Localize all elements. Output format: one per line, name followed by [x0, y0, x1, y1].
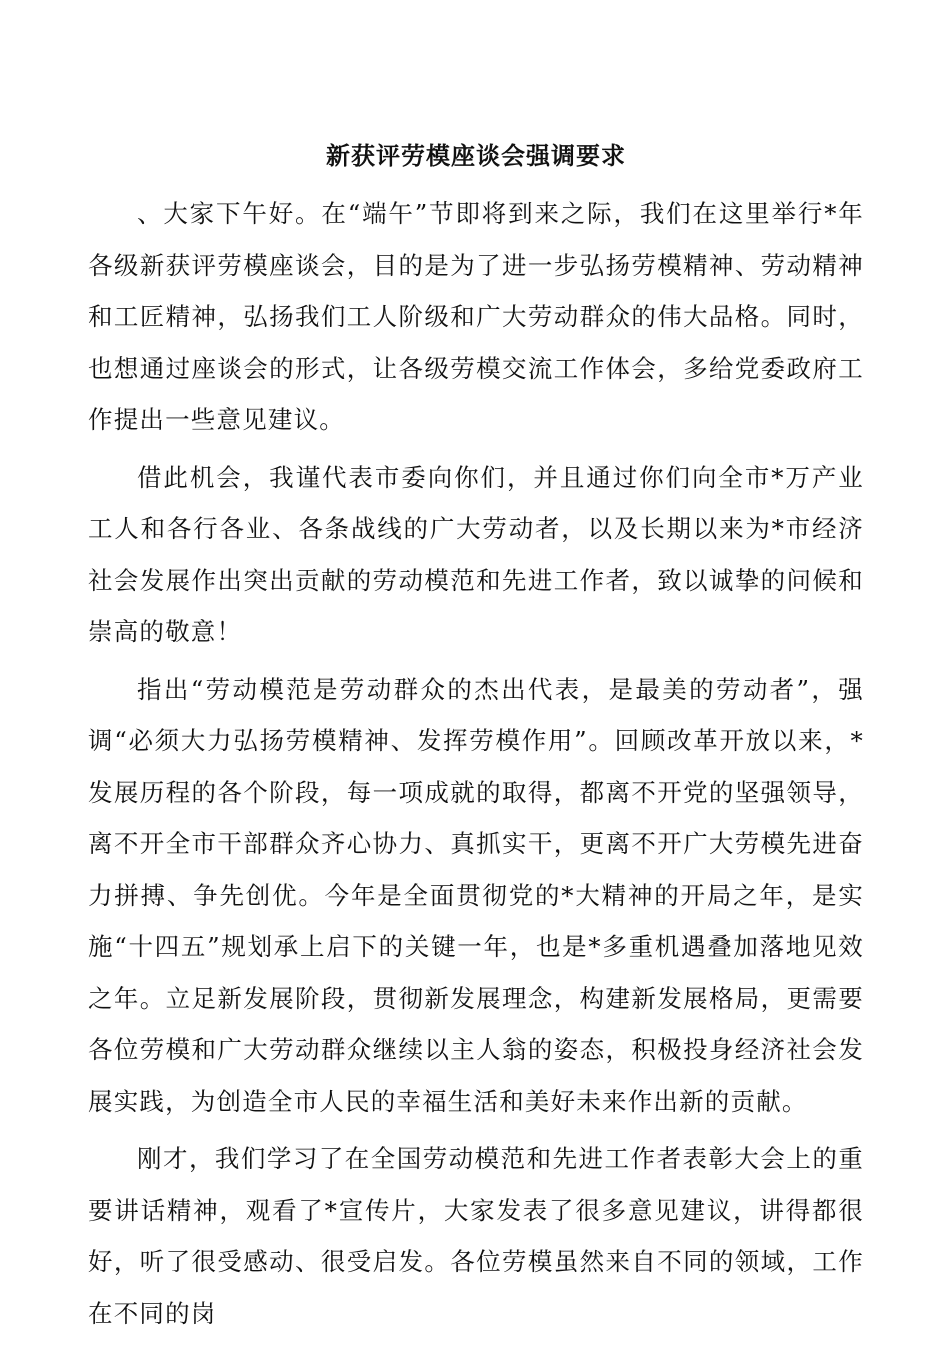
paragraph-2: 借此机会，我谨代表市委向你们，并且通过你们向全市*万产业工人和各行各业、各条战线的广大劳动者，以及长期以来为*市经济社会发展作出突出贡献的劳动模范和先进工作者，致以诚挚的问候和崇高的敬意！ — [88, 462, 864, 646]
paragraph-1: 、大家下午好。在“端午”节即将到来之际，我们在这里举行*年各级新获评劳模座谈会，目的是为了进一步弘扬劳模精神、劳动精神和工匠精神，弘扬我们工人阶级和广大劳动群众的伟大品格。同时，也想通过座谈会的形式，让各级劳模交流工作体会，多给党委政府工作提出一些意见建议。 — [88, 199, 864, 434]
document-title: 新获评劳模座谈会强调要求 — [326, 141, 626, 170]
paragraph-3: 指出“劳动模范是劳动群众的杰出代表，是最美的劳动者”，强调“必须大力弘扬劳模精神、发挥劳模作用”。回顾改革开放以来，*发展历程的各个阶段，每一项成就的取得，都离不开党的坚强领导，离不开全市干部群众齐心协力、真抓实干，更离不开广大劳模先进奋力拼搏、争先创优。今年是全面贯彻党的*大精神的开局之年，是实施“十四五”规划承上启下的关键一年，也是*多重机遇叠加落地见效之年。立足新发展阶段，贯彻新发展理念，构建新发展格局，更需要各位劳模和广大劳动群众继续以主人翁的姿态，积极投身经济社会发展实践，为创造全市人民的幸福生活和美好未来作出新的贡献。 — [88, 674, 864, 1116]
document-page — [88, 130, 864, 1345]
paragraph-4: 刚才，我们学习了在全国劳动模范和先进工作者表彰大会上的重要讲话精神，观看了*宣传片，大家发表了很多意见建议，讲得都很好，听了很受感动、很受启发。各位劳模虽然来自不同的领域，工作在不同的岗 — [88, 1144, 864, 1328]
